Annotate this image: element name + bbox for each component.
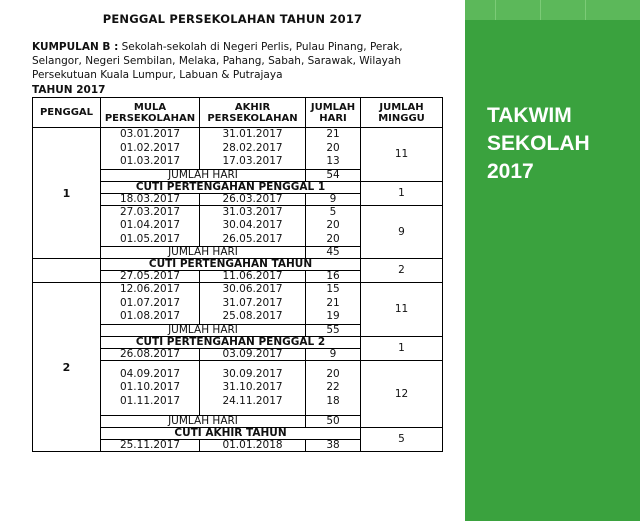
date-start: 12.06.2017 [119, 283, 181, 295]
block2-akhir [200, 205, 306, 247]
strip-divider [585, 0, 586, 20]
day-count: 20 [326, 232, 340, 245]
date-start: 01.10.2017 [119, 381, 181, 393]
block4-minggu: 12 [361, 360, 443, 428]
strip-divider [495, 0, 496, 20]
date-end: 31.01.2017 [222, 128, 283, 140]
cuti1-akhir: 26.03.2017 [200, 193, 306, 205]
date-start: 01.07.2017 [119, 296, 181, 309]
date-end: 25.08.2017 [222, 310, 283, 322]
block2-hari [306, 205, 361, 247]
block1-total-label: JUMLAH HARI [101, 169, 306, 181]
date-start: 01.04.2017 [119, 219, 181, 231]
block1-hari [306, 128, 361, 170]
day-count: 13 [326, 155, 340, 167]
cuti1-minggu: 1 [361, 181, 443, 205]
block4-akhir [200, 360, 306, 416]
day-count: 15 [326, 283, 340, 295]
date-end: 28.02.2017 [222, 141, 283, 154]
date-end: 31.03.2017 [222, 205, 283, 218]
date-end: 24.11.2017 [222, 394, 283, 407]
day-count: 21 [326, 128, 340, 140]
date-end: 30.04.2017 [222, 219, 283, 231]
block3-total-label: JUMLAH HARI [101, 324, 306, 336]
block2-minggu: 9 [361, 205, 443, 259]
block3-hari [306, 283, 361, 325]
banner-title [487, 102, 637, 186]
day-count: 18 [326, 394, 340, 407]
cuti4-mula: 25.11.2017 [101, 440, 200, 452]
table-header-row [33, 98, 443, 128]
banner-title-line1: TAKWIM [487, 104, 572, 127]
date-end: 30.06.2017 [222, 283, 283, 295]
school-calendar-table [32, 97, 443, 452]
cuti2-minggu: 2 [361, 259, 443, 283]
date-start: 03.01.2017 [119, 128, 181, 140]
document-title: PENGGAL PERSEKOLAHAN TAHUN 2017 [102, 12, 363, 26]
group-description [32, 40, 452, 82]
day-count: 20 [326, 141, 340, 154]
side-banner [465, 0, 640, 521]
block1-akhir [200, 128, 306, 170]
block1-mula [101, 128, 200, 170]
block1-minggu: 11 [361, 128, 443, 182]
block2-total: 45 [306, 247, 361, 259]
penggal-2-cell: 2 [33, 283, 101, 452]
penggal-1-tail [33, 259, 101, 283]
date-start: 01.02.2017 [119, 141, 181, 154]
block3-total: 55 [306, 324, 361, 336]
banner-title-line2: SEKOLAH 2017 [487, 132, 590, 183]
cuti3-label: CUTI PERTENGAHAN PENGGAL 2 [101, 336, 361, 348]
date-start: 04.09.2017 [119, 367, 181, 380]
table-row [33, 283, 443, 325]
header-mula: MULA PERSEKOLAHAN [101, 98, 200, 128]
group-label: KUMPULAN B : [32, 41, 119, 53]
header-jumlah-hari: JUMLAH HARI [306, 98, 361, 128]
date-start: 01.05.2017 [119, 232, 181, 245]
block3-akhir [200, 283, 306, 325]
cuti1-mula: 18.03.2017 [101, 193, 200, 205]
year-label: TAHUN 2017 [32, 84, 106, 96]
block3-mula [101, 283, 200, 325]
date-end: 30.09.2017 [222, 367, 283, 380]
day-count: 20 [326, 367, 340, 380]
date-end: 17.03.2017 [222, 155, 283, 167]
block4-mula [101, 360, 200, 416]
cuti3-hari: 9 [306, 348, 361, 360]
date-end: 31.10.2017 [222, 381, 283, 393]
cuti3-mula: 26.08.2017 [101, 348, 200, 360]
cuti2-mula: 27.05.2017 [101, 271, 200, 283]
day-count: 22 [326, 381, 340, 393]
header-jumlah-minggu: JUMLAH MINGGU [361, 98, 443, 128]
cuti4-minggu: 5 [361, 428, 443, 452]
day-count: 19 [326, 310, 340, 322]
day-count: 20 [326, 219, 340, 231]
block4-hari [306, 360, 361, 416]
date-end: 31.07.2017 [222, 296, 283, 309]
day-count: 5 [329, 205, 337, 218]
date-start: 27.03.2017 [119, 205, 181, 218]
cuti2-hari: 16 [306, 271, 361, 283]
strip-divider [540, 0, 541, 20]
cuti3-akhir: 03.09.2017 [200, 348, 306, 360]
block2-mula [101, 205, 200, 247]
header-penggal: PENGGAL [33, 98, 101, 128]
cuti4-hari: 38 [306, 440, 361, 452]
header-akhir: AKHIR PERSEKOLAHAN [200, 98, 306, 128]
group-states: Sekolah-sekolah di Negeri Perlis, Pulau Pinang, Perak, Selangor, Negeri Sembilan, Melaka, Pahang, Sabah, Sarawak, Wilayah Persekutuan Kuala Lumpur, Labuan & Putrajaya [32, 41, 403, 81]
date-start: 01.11.2017 [119, 394, 181, 407]
day-count: 21 [326, 296, 340, 309]
cuti2-akhir: 11.06.2017 [200, 271, 306, 283]
cuti4-akhir: 01.01.2018 [200, 440, 306, 452]
block4-total: 50 [306, 416, 361, 428]
cuti3-minggu: 1 [361, 336, 443, 360]
table-row [33, 259, 443, 271]
penggal-1-cell: 1 [33, 128, 101, 259]
block4-total-label: JUMLAH HARI [101, 416, 306, 428]
date-start: 01.08.2017 [119, 310, 181, 322]
cuti2-label: CUTI PERTENGAHAN TAHUN [101, 259, 361, 271]
cuti4-label: CUTI AKHIR TAHUN [101, 428, 361, 440]
table-row [33, 128, 443, 170]
cuti1-hari: 9 [306, 193, 361, 205]
cuti1-label: CUTI PERTENGAHAN PENGGAL 1 [101, 181, 361, 193]
date-start: 01.03.2017 [119, 155, 181, 167]
block3-minggu: 11 [361, 283, 443, 337]
block1-total: 54 [306, 169, 361, 181]
block2-total-label: JUMLAH HARI [101, 247, 306, 259]
date-end: 26.05.2017 [222, 232, 283, 245]
banner-top-strip [465, 0, 640, 20]
